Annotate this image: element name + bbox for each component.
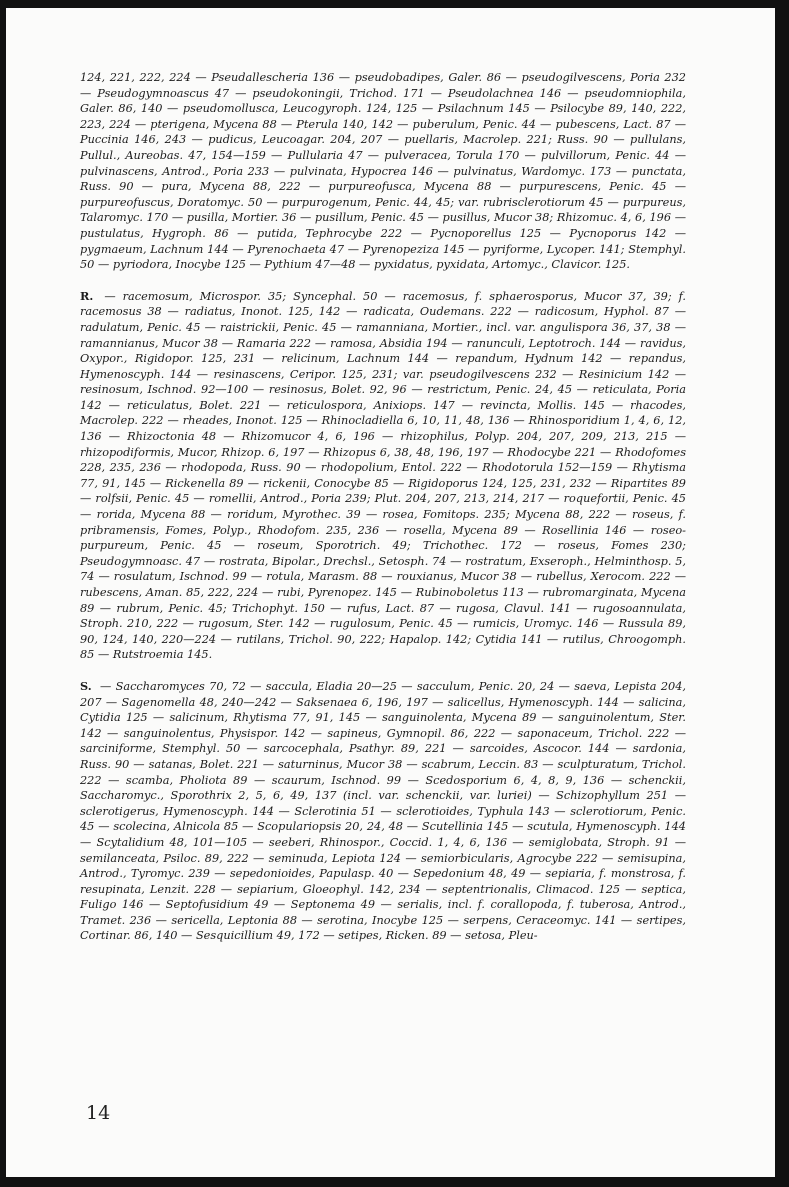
paragraph-text: — racemosum, Microspor. 35; Syncephal. 50 — racemosus, f. sphaerosporus, Mucor 37, 39; f. racemosus 38 — radiatus, Inonot. 125, 142 — radicata, Oudemans. 222 — radicosum, Hyphol. 87 — radulatum, Penic. 45 — raistrickii, Penic. 45 — ramanniana, Mortier., incl. var. angulispora 36, 37, 38 — ramannianus, Mucor 38 — Ramaria 222 — ramosa, Absidia 194 — ranunculi, Leptotroch. 144 — ravidus, Oxypor., Rigidopor. 125, 231 — relicinum, Lachnum 144 — repandum, Hydnum 142 — repandus, Hymenoscyph. 144 — resinascens, Ceripor. 125, 231; var. pseudogilvescens 232 — Resinicium 142 — resinosum, Ischnod. 92—100 — resinosus, Bolet. 92, 96 — restrictum, Penic. 24, 45 — reticulata, Poria 142 — reticulatus, Bolet. 221 — reticulosporа, Anixiops. 147 — revincta, Mollis. 145 — rhacodes, Macrolep. 222 — rheades, Inonot. 125 — Rhinocladiella 6, 10, 11, 48, 136 — Rhinosporidium 1, 4, 6, 12, 136 — Rhizoctonia 48 — Rhizomucor 4, 6, 196 — rhizophilus, Polyp. 204, 207, 209, 213, 215 — rhizopodiformis, Mucor, Rhizop. 6, 197 — Rhizopus 6, 38, 48, 196, 197 — Rhodocybe 221 — Rhodofomes 228, 235, 236 — rhodopoda, Russ. 90 — rhodopolium, Entol. 222 — Rhodotorula 152—159 — Rhytisma 77, 91, 145 — Rickenella 89 — rickenii, Conocybe 85 — Rigidoporus 124, 125, 231, 232 — Ripartites 89 — rolfsii, Penic. 45 — romellii, Antrod., Poria 239; Plut. 204, 207, 213, 214, 217 — roquefortii, Penic. 45 — rorida, Mycena 88 — roridum, Myrothec. 39 — rosea, Fomitops. 235; Mycena 88, 222 — roseus, f. pribramensis, Fomes, Polyp., Rhodofom. 235, 236 — rosella, Mycena 89 — Rosellinia 146 — roseo-purpureum, Penic. 45 — roseum, Sporotrich. 49; Trichothec. 172 — roseus, Fomes 230; Pseudogymnoasc. 47 — rostrata, Bipolar., Drechsl., Setosph. 74 — rostratum, Exseroph., Helminthosp. 5, 74 — rosulatum, Ischnod. 99 — rotula, Marasm. 88 — rouxianus, Mucor 38 — rubellus, Xerocom. 222 — rubescens, Aman. 85, 222, 224 — rubi, Pyrenopez. 145 — Rubinoboletus 113 — rubromarginata, Mycena 89 — rubrum, Penic. 45; Trichophyt. 150 — rufus, Lact. 87 — rugosa, Clavul. 141 — rugosoannulata, Stroph. 210, 222 — rugosum, Ster. 142 — rugulosum, Penic. 45 — rumicis, Uromyc. 146 — Russula 89, 90, 124, 140, 220—224 — rutilans, Trichol. 90, 222; Hapalop. 142; Cytidia 141 — rutilus, Chroogomph. 85 — Rutstroemia 145. xyxy=(80,289,686,662)
letter-heading-r: R. xyxy=(80,288,94,303)
index-paragraph-s xyxy=(80,679,686,944)
index-paragraph-p-continued xyxy=(80,70,686,273)
index-paragraph-r xyxy=(80,289,686,663)
paragraph-text: 124, 221, 222, 224 — Pseudallescheria 136 — pseudobadipes, Galer. 86 — pseudogilvescens, Poria 232 — Pseudogymnoascus 47 — pseudokoningii, Trichod. 171 — Pseudolachnea 146 — pseudomniophila, Galer. 86, 140 — pseudomollusca, Leucogyroph. 124, 125 — Psilachnum 145 — Psilocybe 89, 140, 222, 223, 224 — pterigena, Mycena 88 — Pterula 140, 142 — puberulum, Penic. 44 — pubescens, Lact. 87 — Puccinia 146, 243 — pudicus, Leucoagar. 204, 207 — puellaris, Macrolep. 221; Russ. 90 — pullulans, Pullul., Aureobas. 47, 154—159 — Pullularia 47 — pulveracea, Torula 170 — pulvillorum, Penic. 44 — pulvinascens, Antrod., Poria 233 — pulvinata, Hypocrea 146 — pulvinatus, Wardomyc. 173 — punctata, Russ. 90 — pura, Mycena 88, 222 — purpureofusca, Mycena 88 — purpurescens, Penic. 45 — purpureofuscus, Doratomyc. 50 — purpurogenum, Penic. 44, 45; var. rubrisclerotiorum 45 — purpureus, Talaromyc. 170 — pusilla, Mortier. 36 — pusillum, Penic. 45 — pusillus, Mucor 38; Rhizomuc. 4, 6, 196 — pustulatus, Hygroph. 86 — putida, Tephrocybe 222 — Pycnoporellus 125 — Pycnoporus 142 — pygmaeum, Lachnum 144 — Pyrenochaeta 47 — Pyrenopeziza 145 — pyriforme, Lycoper. 141; Stemphyl. 50 — pyriodora, Inocybe 125 — Pythium 47—48 — pyxidatus, pyxidata, Artomyc., Clavicor. 125. xyxy=(80,71,686,272)
page-number: 14 xyxy=(86,1102,111,1124)
paragraph-text: — Saccharomyces 70, 72 — saccula, Eladia 20—25 — sacculum, Penic. 20, 24 — saeva, Lepista 204, 207 — Sagenomella 48, 240—242 — Saksenaea 6, 196, 197 — salicellus, Hymenoscyph. 144 — salicina, Cytidia 125 — salicinum, Rhytisma 77, 91, 145 — sanguinolenta, Mycena 89 — sanguinolentum, Ster. 142 — sanguinolentus, Physispor. 142 — sapineus, Gymnopil. 86, 222 — saponaceum, Trichol. 222 — sarciniforme, Stemphyl. 50 — sarcocephala, Psathyr. 89, 221 — sarcoides, Ascocor. 144 — sardonia, Russ. 90 — satanas, Bolet. 221 — saturninus, Mucor 38 — scabrum, Leccin. 83 — sculpturatum, Trichol. 222 — scamba, Pholiota 89 — scaurum, Ischnod. 99 — Scedosporium 6, 4, 8, 9, 136 — schenckii, Saccharomyc., Sporothrix 2, 5, 6, 49, 137 (incl. var. schenckii, var. luriei) — Schizophyllum 251 — sclerotigerus, Hymenoscyph. 144 — Sclerotinia 51 — sclerotioides, Typhula 143 — sclerotiorum, Penic. 45 — scolecina, Alnicola 85 — Scopulariopsis 20, 24, 48 — Scutellinia 145 — scutula, Hymenoscyph. 144 — Scytalidium 48, 101—105 — seeberi, Rhinospor., Coccid. 1, 4, 6, 136 — semiglobata, Stroph. 91 — semilanceata, Psiloc. 89, 222 — seminuda, Lepiota 124 — semiorbicularis, Agrocybe 222 — semisupina, Antrod., Tyromyc. 239 — sepedonioides, Papulasp. 40 — Sepedonium 48, 49 — sepiaria, f. monstrosa, f. resupinata, Lenzit. 228 — sepiarium, Gloeophyl. 142, 234 — septentrionalis, Climacod. 125 — septica, Fuligo 146 — Septofusidium 49 — Septonema 49 — serialis, incl. f. corallopoda, f. tuberosa, Antrod., Tramet. 236 — sericella, Leptonia 88 — serotina, Inocybe 125 — serpens, Ceraceomyc. 141 — sertipes, Cortinar. 86, 140 — Sesquicillium 49, 172 — setipes, Ricken. 89 — setosa, Pleu- xyxy=(80,679,686,943)
letter-heading-s: S. xyxy=(80,678,92,693)
index-text-block xyxy=(80,70,686,960)
